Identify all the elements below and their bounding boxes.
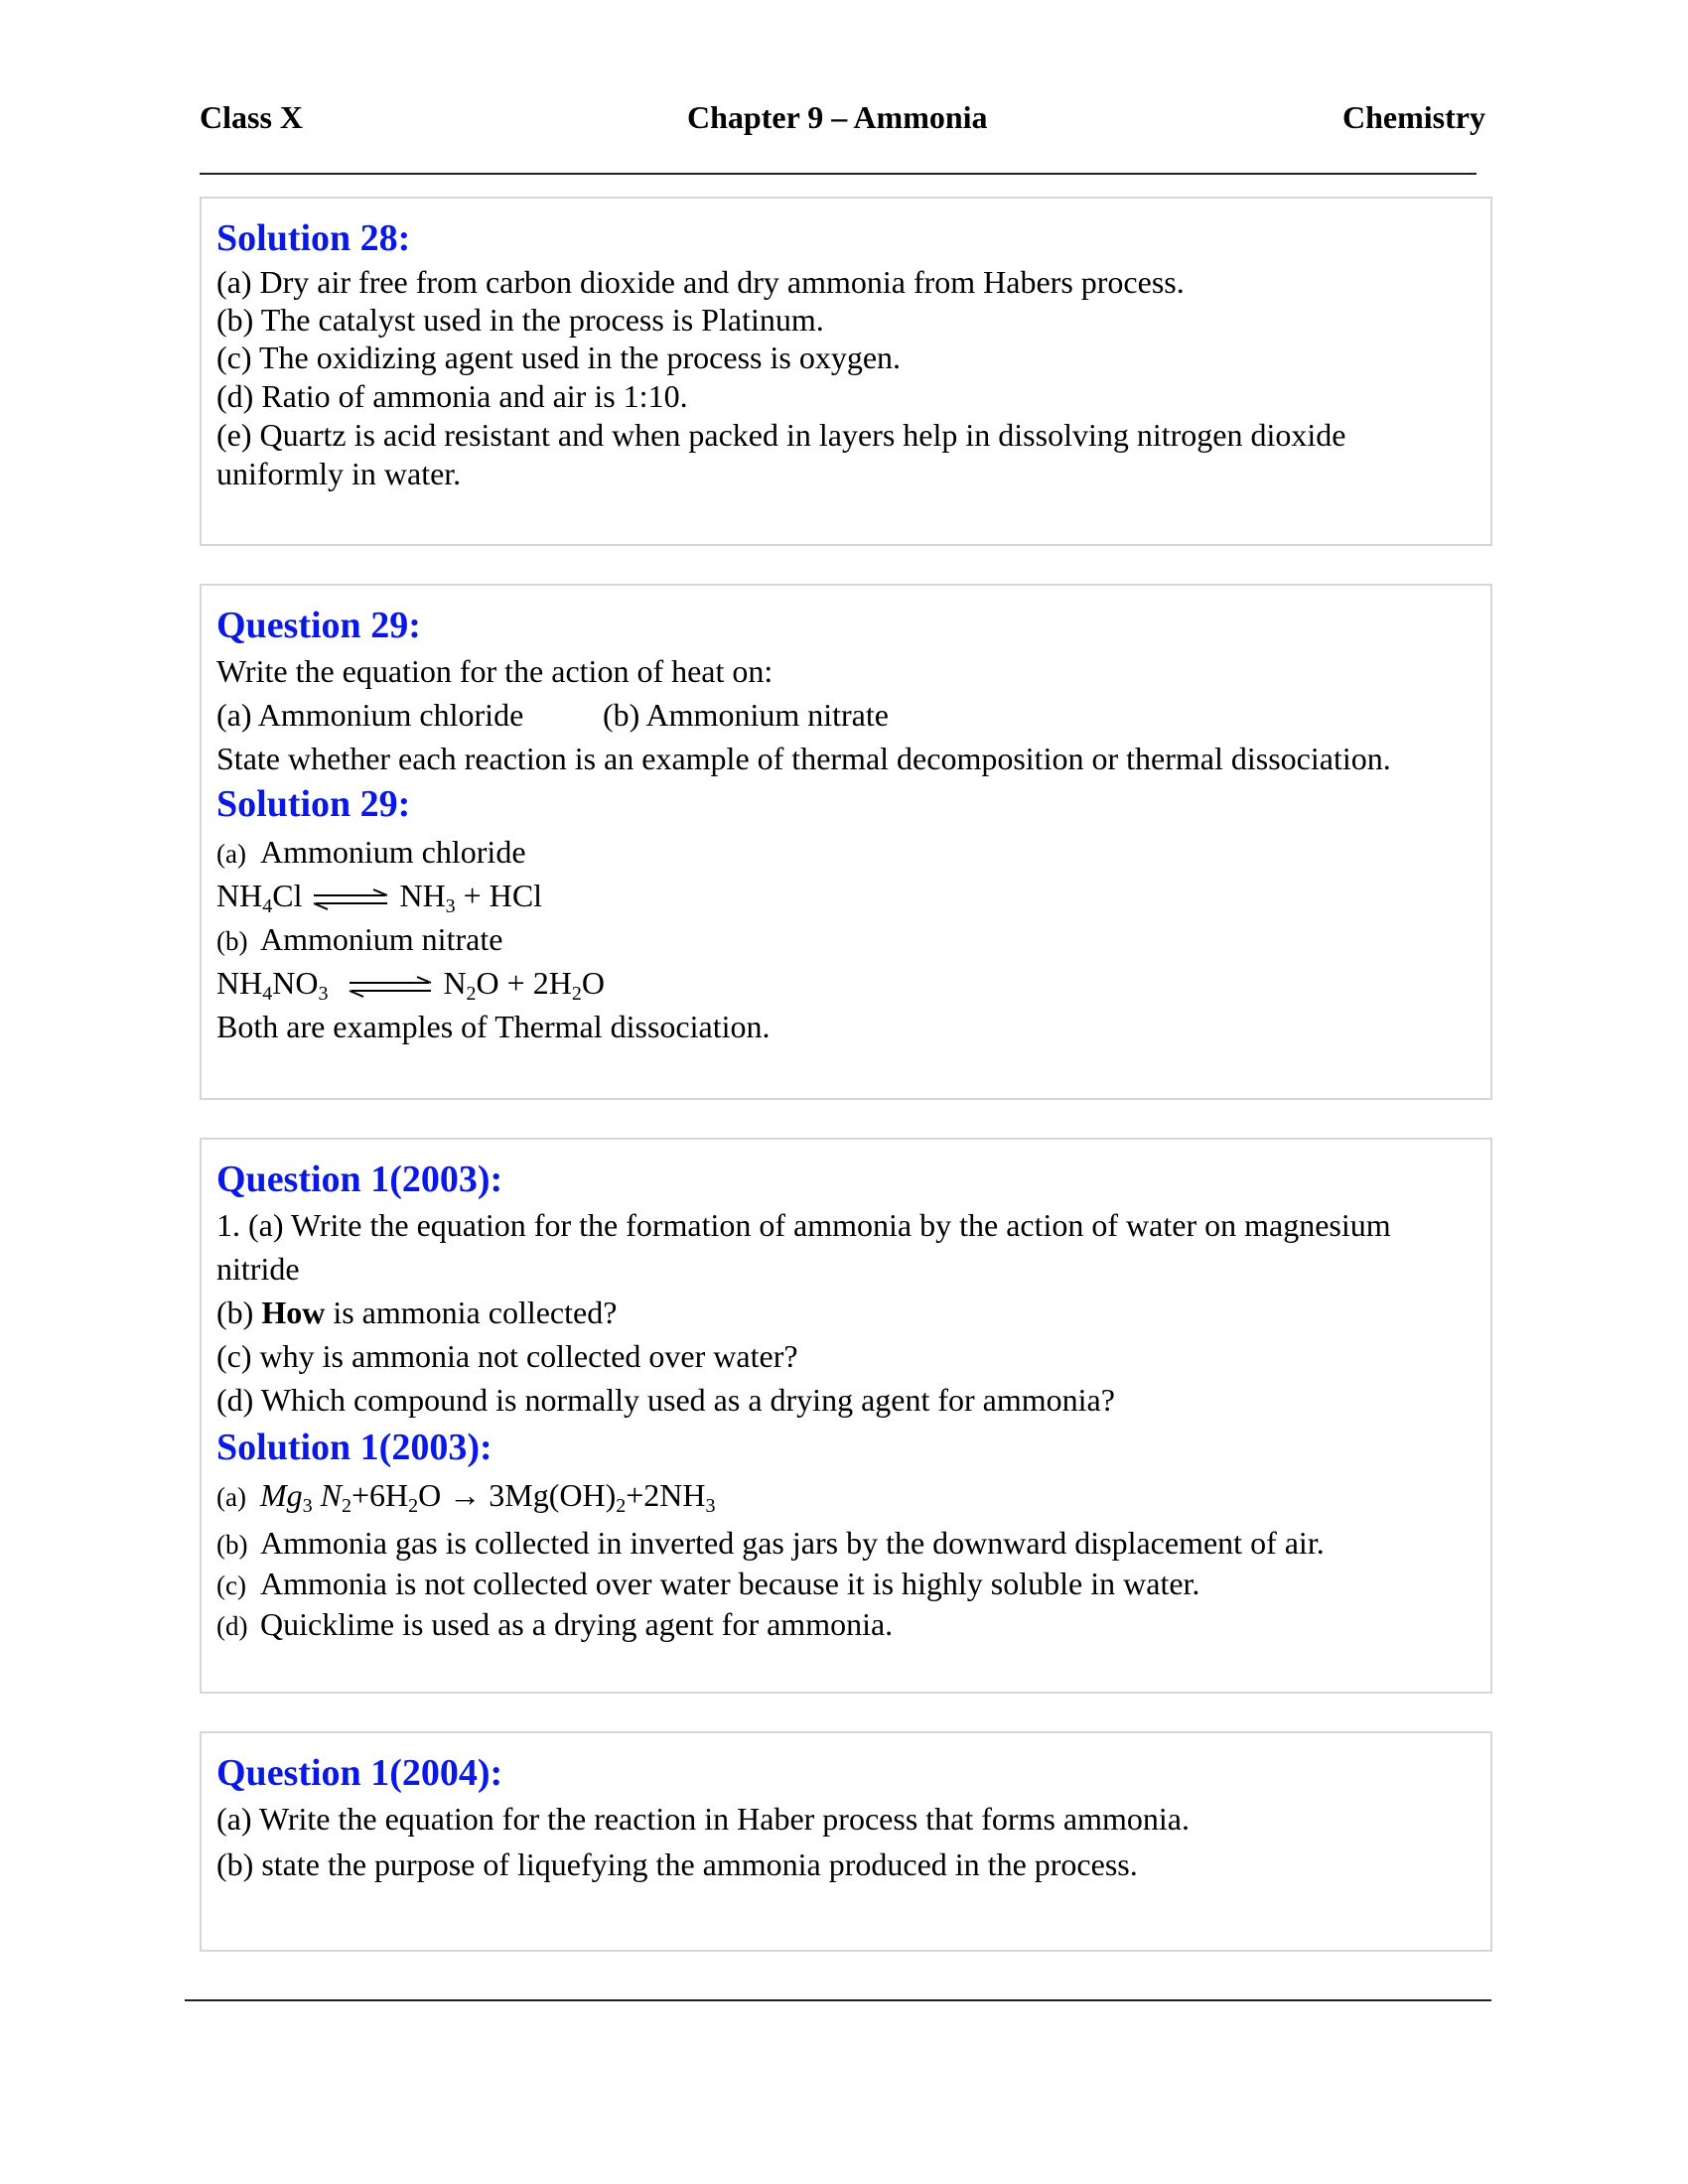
solution-2003-d: (d) Quicklime is used as a drying agent for ammonia. — [216, 1606, 894, 1642]
question-2003-title: Question 1(2003): — [216, 1159, 503, 1200]
question-29-line1: Write the equation for the action of heat on: — [216, 653, 774, 689]
solution-29-conclusion: Both are examples of Thermal dissociation. — [216, 1009, 771, 1044]
equation-ammonium-chloride: $NH_4Cl$ $NH_3$ + HCl — [216, 878, 543, 917]
solution-2003-a-tag: (a) — [216, 1482, 246, 1512]
question-2003-box — [200, 1138, 1492, 1694]
solution-2003-c-tag: (c) — [216, 1570, 246, 1600]
solution-2003-title: Solution 1(2003): — [216, 1427, 492, 1468]
header-subject: Chemistry — [1342, 99, 1485, 135]
question-29-line3: State whether each reaction is an example of thermal decomposition or thermal dissociation. — [216, 741, 1391, 776]
solution-28-box — [200, 197, 1492, 546]
question-2003-b: (b) How is ammonia collected? — [216, 1295, 618, 1330]
right-arrow-icon: → — [449, 1477, 482, 1513]
question-2003-c: (c) why is ammonia not collected over water? — [216, 1338, 798, 1374]
header-rule — [200, 173, 1477, 175]
solution-28-a: (a) Dry air free from carbon dioxide and dry ammonia from Habers process. — [216, 264, 1185, 300]
solution-29-a-tag: (a) — [216, 839, 246, 869]
solution-2003-c: (c) Ammonia is not collected over water because it is highly soluble in water. — [216, 1566, 1200, 1601]
solution-2003-d-tag: (d) — [216, 1611, 248, 1641]
question-29-title: Question 29: — [216, 605, 421, 646]
solution-2003-b: (b) Ammonia gas is collected in inverted gas jars by the downward displacement of air. — [216, 1525, 1325, 1561]
question-2003-a-line2: nitride — [216, 1251, 300, 1287]
solution-29-a: (a) Ammonium chloride — [216, 834, 526, 870]
equation-ammonium-nitrate: $NH_4NO_3$ $N_2O + 2H_2O$ — [216, 965, 605, 1005]
question-2004-b: (b) state the purpose of liquefying the ammonia produced in the process. — [216, 1846, 1138, 1882]
header-chapter: Chapter 9 – Ammonia — [687, 99, 988, 135]
solution-28-d: (d) Ratio of ammonia and air is 1:10. — [216, 378, 688, 414]
header-class: Class X — [200, 99, 304, 135]
question-2003-a-line1: 1. (a) Write the equation for the formation of ammonia by the action of water on magnesium — [216, 1207, 1391, 1243]
reversible-arrow-icon — [310, 887, 391, 912]
question-2004-box — [200, 1731, 1492, 1952]
reversible-arrow-icon — [346, 974, 435, 1000]
question-29-box — [200, 584, 1492, 1100]
solution-28-e-line2: uniformly in water. — [216, 456, 462, 491]
question-2004-a: (a) Write the equation for the reaction in Haber process that forms ammonia. — [216, 1801, 1190, 1837]
solution-28-e-line1: (e) Quartz is acid resistant and when packed in layers help in dissolving nitrogen dioxide — [216, 417, 1346, 453]
question-29-a: (a) Ammonium chloride — [216, 697, 524, 733]
question-29-b: (b) Ammonium nitrate — [603, 697, 889, 733]
footer-rule — [185, 1999, 1491, 2001]
question-2004-title: Question 1(2004): — [216, 1752, 503, 1794]
solution-29-b: (b) Ammonium nitrate — [216, 921, 503, 957]
solution-29-b-tag: (b) — [216, 926, 248, 956]
solution-28-b: (b) The catalyst used in the process is Platinum. — [216, 302, 824, 338]
question-2003-d: (d) Which compound is normally used as a drying agent for ammonia? — [216, 1382, 1115, 1418]
solution-28-c: (c) The oxidizing agent used in the process is oxygen. — [216, 340, 902, 375]
equation-magnesium-nitride: (a) $Mg_3$ $N_2+6H_2O \to 3Mg(OH)_2+2NH_3$ — [216, 1477, 716, 1517]
solution-28-title: Solution 28: — [216, 217, 411, 259]
solution-29-title: Solution 29: — [216, 783, 411, 825]
solution-2003-b-tag: (b) — [216, 1530, 248, 1560]
